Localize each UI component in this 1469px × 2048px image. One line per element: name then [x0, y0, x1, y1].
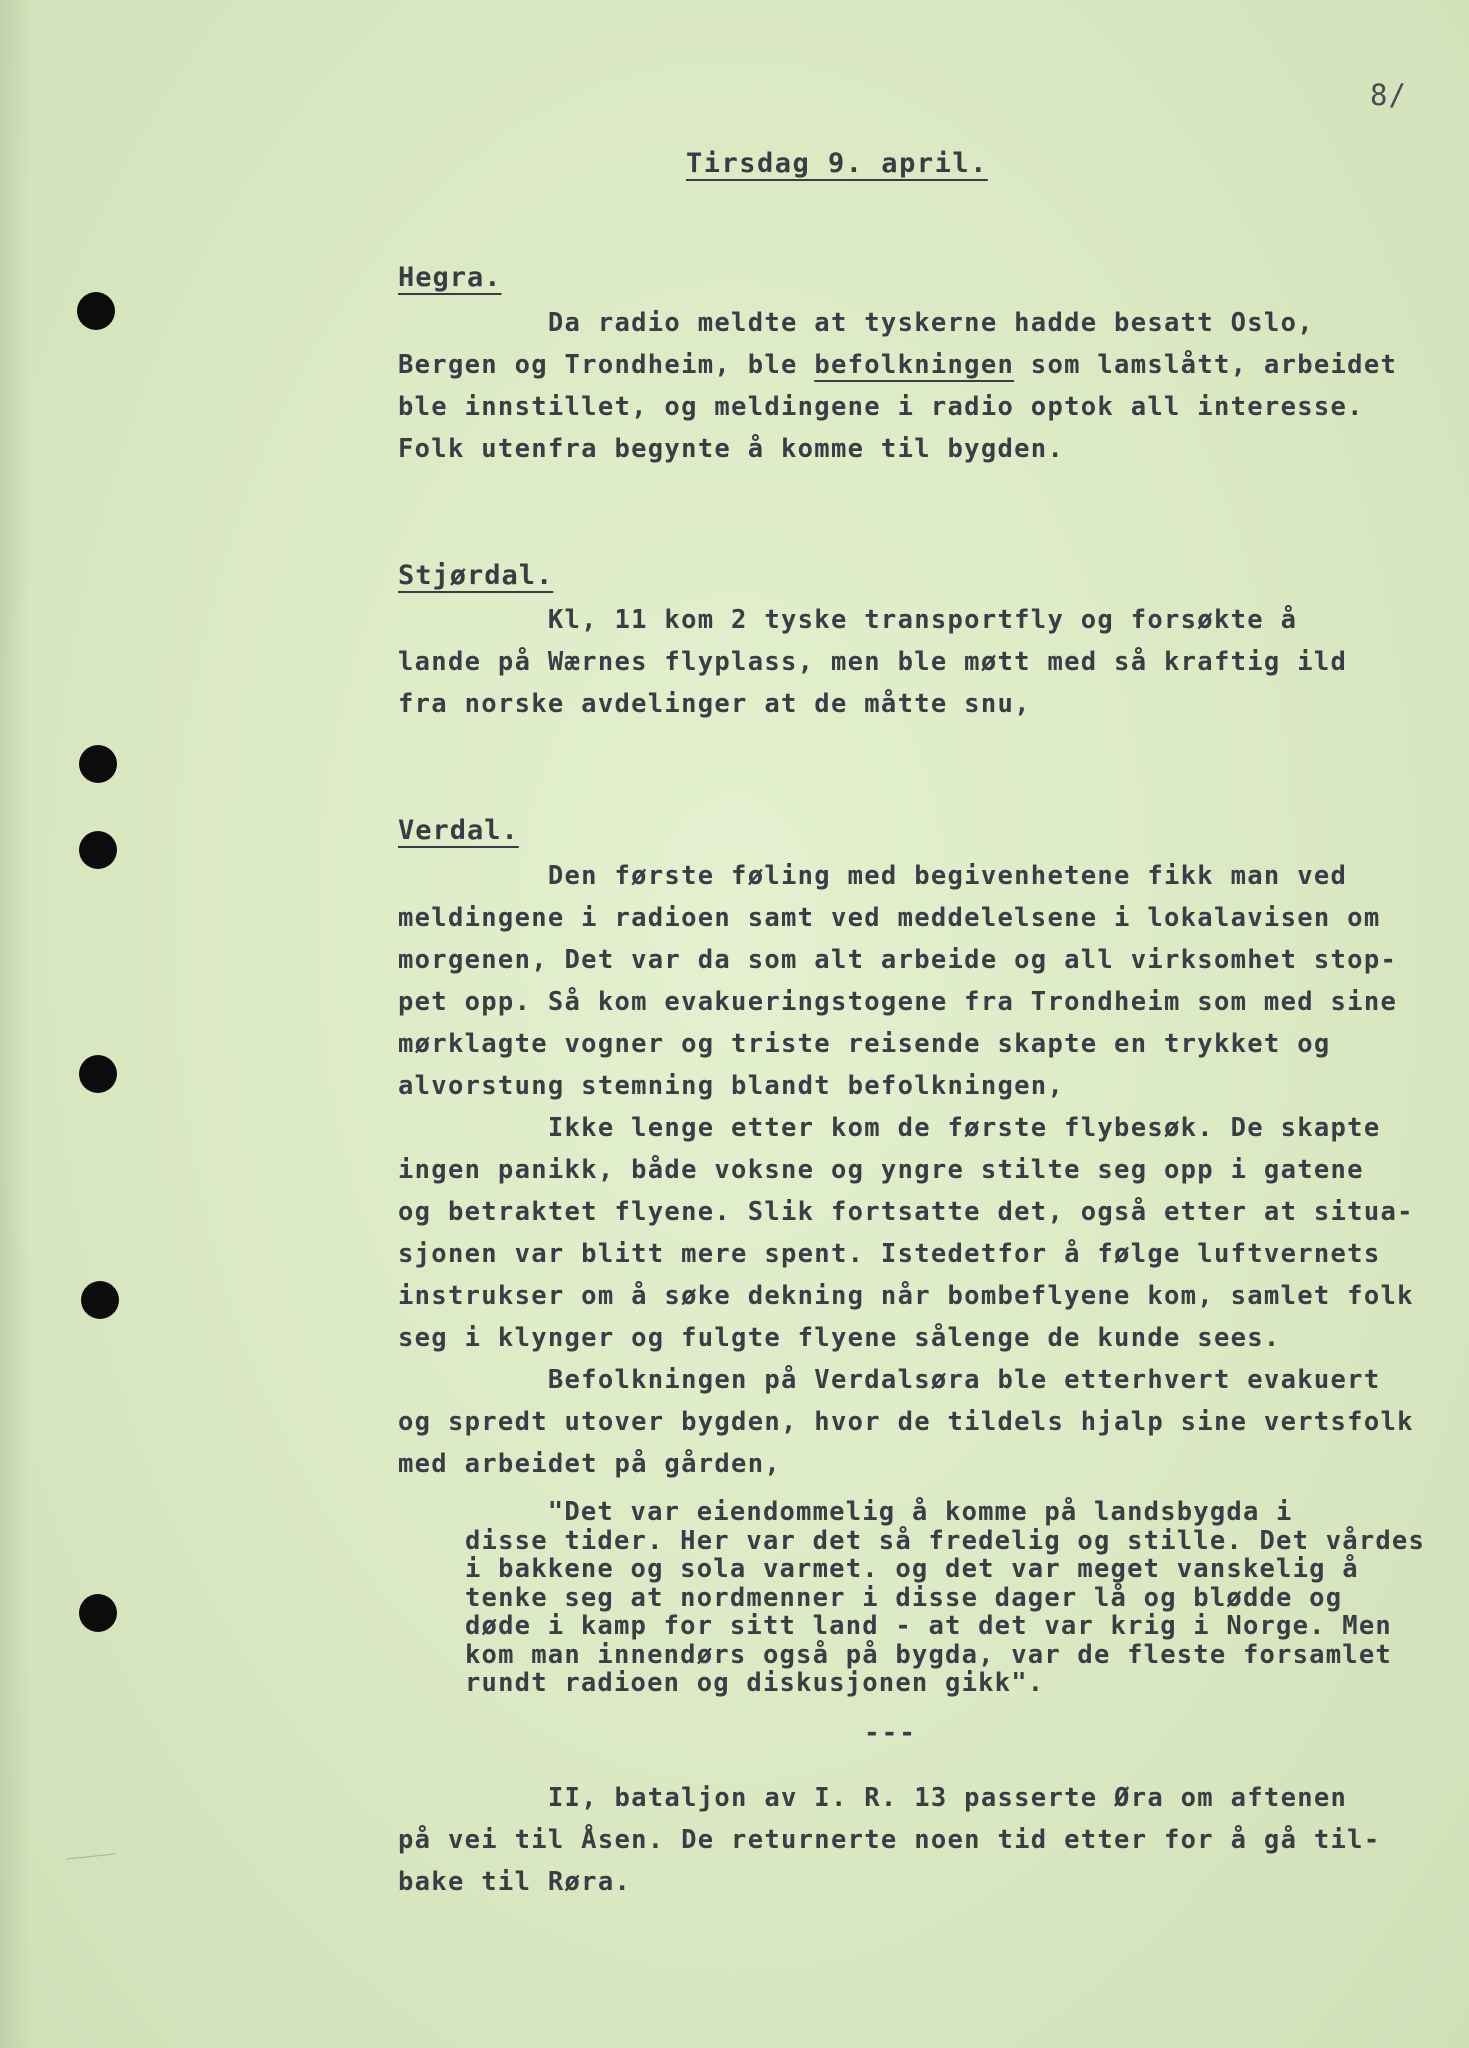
hegra-line: Da radio meldte at tyskerne hadde besatt Oslo, [398, 308, 1314, 338]
punch-hole [79, 1594, 117, 1632]
closing-paragraph: II, bataljon av I. R. 13 passerte Øra om aftenen på vei til Åsen. De returnerte noen tid etter for å gå til- bake til Røra. [398, 1783, 1381, 1897]
hegra-line: Folk utenfra begynte å komme til bygden. [398, 434, 1065, 464]
punch-hole [79, 831, 117, 869]
hegra-underlined-word: befolkningen [814, 350, 1015, 380]
hegra-line-part: som lamslått, arbeidet [1014, 350, 1398, 380]
hegra-line-part: Bergen og Trondheim, ble [398, 350, 815, 380]
section-heading-verdal: Verdal. [398, 815, 519, 846]
section-heading-stjordal: Stjørdal. [398, 560, 554, 591]
hegra-line: ble innstillet, og meldingene i radio optok all interesse. [398, 392, 1364, 422]
section-separator: --- [864, 1718, 917, 1748]
section-text-hegra [398, 302, 1443, 470]
verdal-quote: "Det var eiendommelig å komme på landsbygda i disse tider. Her var det så fredelig og stille. Det vårdes i bakkene og sola varmet. og det var meget vanskelig å tenke seg at nordmenner i disse dager lå og blødde og døde i kamp for sitt land - at det var krig i Norge. Men kom man innendørs også på bygda, var de fleste forsamlet rundt radioen og diskusjonen gikk". [465, 1497, 1426, 1698]
page-edge-shadow [0, 0, 30, 2048]
section-text-verdal: Den første føling med begivenhetene fikk man ved meldingene i radioen samt ved meddelelsene i lokalavisen om morgenen, Det var da som alt arbeide og all virksomhet stop- pet opp. Så kom evakueringstogene fra Trondheim som med sine mørklagte vogner og triste reisende skapte en trykket og alvorstung stemning blandt befolkningen, Ikke lenge etter kom de første flybesøk. De skapte ingen panikk, både voksne og yngre stilte seg opp i gatene og betraktet flyene. Slik fortsatte det, også etter at situa- sjonen var blitt mere spent. Istedetfor å følge luftvernets instrukser om å søke dekning når bombeflyene kom, samlet folk seg i klynger og fulgte flyene sålenge de kunde sees. Befolkningen på Verdalsøra ble etterhvert evakuert og spredt utover bygden, hvor de tildels hjalp sine vertsfolk med arbeidet på gården, [398, 861, 1414, 1479]
punch-hole [79, 1055, 117, 1093]
punch-hole [81, 1281, 119, 1319]
margin-pencil-mark [66, 1853, 116, 1862]
page-number: 8/ [1370, 78, 1407, 112]
page-title: Tirsdag 9. april. [686, 148, 988, 179]
section-heading-hegra: Hegra. [398, 262, 502, 293]
punch-hole [79, 745, 117, 783]
section-text-stjordal: Kl, 11 kom 2 tyske transportfly og forsøkte å lande på Wærnes flyplass, men ble møtt med så kraftig ild fra norske avdelinger at de måtte snu, [398, 605, 1348, 719]
punch-hole [77, 292, 115, 330]
